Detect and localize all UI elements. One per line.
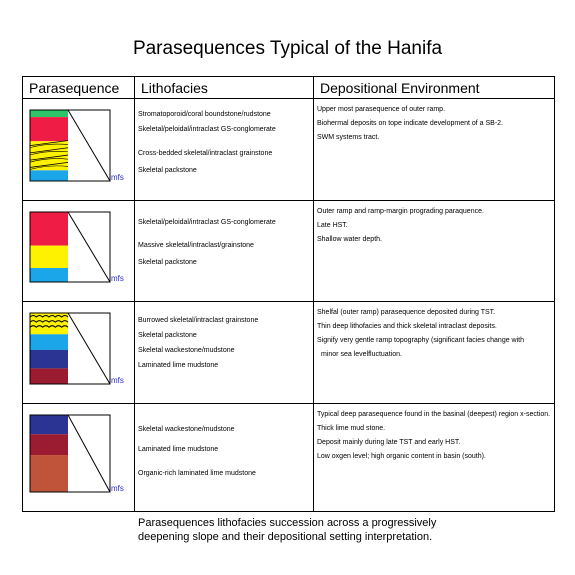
lithofacies-item: Skeletal/peloidal/intraclast GS-conglomerate [138,219,276,226]
page-title: Parasequences Typical of the Hanifa [132,38,443,59]
facies-layer [30,246,68,268]
environment-item: Signify very gentle ramp topography (significant facies change with [317,337,524,344]
lithofacies-item: Skeletal packstone [138,259,197,266]
profile-line [68,212,110,282]
caption-line: deepening slope and their depositional setting interpretation. [138,531,433,543]
facies-layer [30,334,68,350]
parasequence-diagram [23,302,134,403]
lithofacies-item: Organic-rich laminated lime mudstone [138,470,256,477]
lithofacies-item: Skeletal wackestone/mudstone [138,426,235,433]
lithofacies-cell [135,404,313,511]
lithofacies-item: Laminated lime mudstone [138,362,219,369]
lithofacies-item: Skeletal/peloidal/intraclast GS-conglomerate [138,126,276,133]
lithofacies-item: Skeletal wackestone/mudstone [138,347,235,354]
environment-item: Upper most parasequence of outer ramp. [317,106,446,113]
facies-layer [30,212,68,246]
profile-line [68,110,110,181]
lithofacies-cell [135,99,313,200]
facies-layer [30,350,68,368]
header-depositional-environment: Depositional Environment [314,77,555,99]
parasequence-column-svg [23,99,133,200]
parasequence-column-svg [23,201,133,301]
facies-layer [30,368,68,384]
environment-item: Thin deep lithofacies and thick skeletal intraclast deposits. [317,323,497,330]
facies-layer [30,434,68,455]
environment-item: minor sea levelfluctuation. [321,351,402,358]
environment-item: Thick lime mud stone. [317,425,386,432]
parasequence-column-svg [23,404,133,511]
table-row [23,404,555,512]
mfs-label: mfs [111,173,124,182]
profile-line [68,313,110,384]
lithofacies-item: Stromatoporoid/coral boundstone/rudstone [138,111,271,118]
lithofacies-item: Burrowed skeletal/intraclast grainstone [138,317,259,324]
environment-cell [314,404,554,460]
table-row [23,99,555,201]
environment-item: Shelfal (outer ramp) parasequence deposited during TST. [317,309,496,316]
environment-cell [314,302,554,358]
parasequence-diagram [23,99,134,200]
facies-layer [30,415,68,434]
environment-item: Biohermal deposits on tope indicate development of a SB-2. [317,120,504,127]
lithofacies-item: Skeletal packstone [138,332,197,339]
lithofacies-item: Massive skeletal/intraclast/grainstone [138,242,254,249]
facies-layer [30,268,68,282]
table-row [23,201,555,302]
lithofacies-item: Skeletal packstone [138,167,197,174]
parasequence-table [22,76,555,512]
caption-line: Parasequences lithofacies succession across a progressively [138,517,437,529]
lithofacies-cell [135,302,313,403]
environment-item: Outer ramp and ramp-margin prograding paraquence. [317,208,484,215]
header-parasequence: Parasequence [23,77,135,99]
lithofacies-cell [135,201,313,301]
environment-item: SWM systems tract. [317,134,380,141]
mfs-label: mfs [111,376,124,385]
mfs-label: mfs [111,484,124,493]
parasequence-diagram [23,201,134,301]
environment-item: Low oxgen level; high organic content in basin (south). [317,453,486,460]
lithofacies-item: Cross-bedded skeletal/intraclast grainstone [138,150,273,157]
facies-layer [30,455,68,492]
environment-cell [314,99,554,141]
facies-layer [30,117,68,141]
table-row [23,302,555,404]
mfs-label: mfs [111,274,124,283]
facies-layer [30,170,68,181]
table-header-row [23,77,555,99]
lithofacies-item: Laminated lime mudstone [138,446,219,453]
environment-cell [314,201,554,243]
profile-line [68,415,110,492]
header-lithofacies: Lithofacies [135,77,314,99]
environment-item: Shallow water depth. [317,236,382,243]
parasequence-column-svg [23,302,133,403]
environment-item: Typical deep parasequence found in the basinal (deepest) region x-section. [317,411,551,418]
parasequence-diagram [23,404,134,511]
facies-layer [30,110,68,117]
environment-item: Late HST. [317,222,348,229]
environment-item: Deposit mainly during late TST and early HST. [317,439,461,446]
figure-caption [138,516,436,544]
